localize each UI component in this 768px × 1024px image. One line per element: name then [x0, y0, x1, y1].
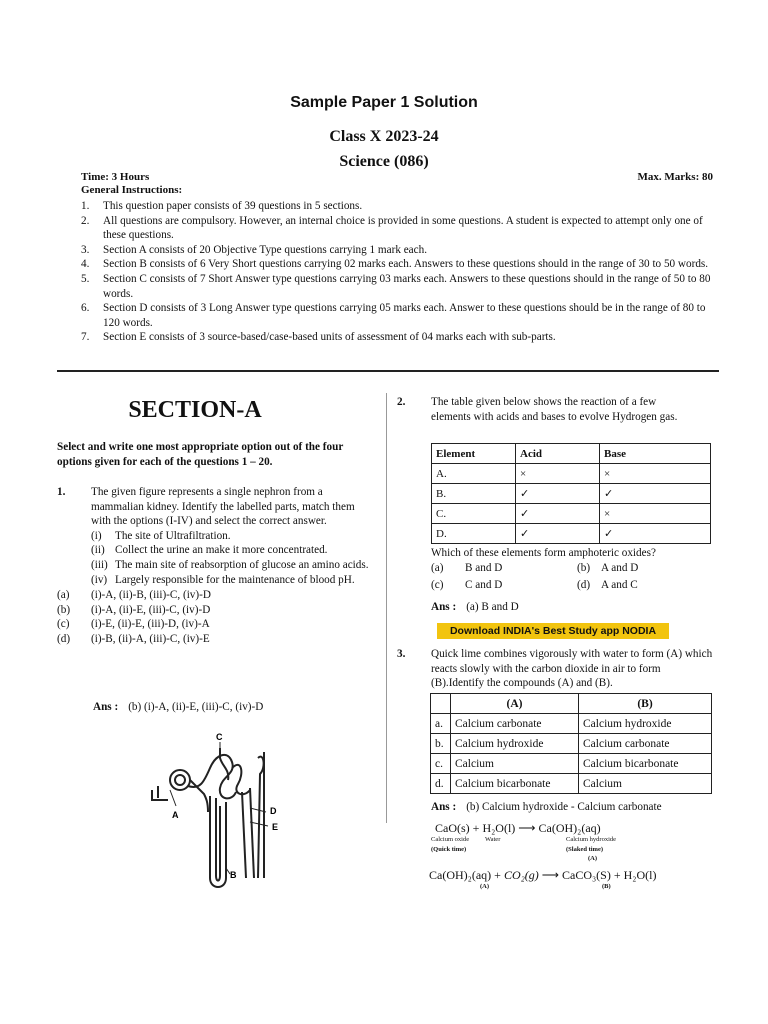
question-2: 2. The table given below shows the reaction of a few elements with acids and bases to evolve Hydrogen gas. — [397, 395, 717, 424]
question-3: 3. Quick lime combines vigorously with water to form (A) which reacts slowly with the carbon dioxide in air to form (B).Identify the compounds (A) and (B). — [397, 647, 717, 691]
question-2-text: The table given below shows the reaction of a few elements with acids and bases to evolve Hydrogen gas. — [431, 396, 678, 423]
table-row: c. Calcium Calcium bicarbonate — [431, 754, 712, 774]
instructions-list — [81, 199, 721, 345]
table-row: a. Calcium carbonate Calcium hydroxide — [431, 714, 712, 734]
table-row: B. ✓ ✓ — [432, 484, 711, 504]
table-row: C. ✓ × — [432, 504, 711, 524]
instructions-heading: General Instructions: — [81, 184, 183, 196]
figure-label-a: A — [172, 810, 179, 820]
figure-label-b: B — [230, 870, 237, 880]
instruction-item: 1. This question paper consists of 39 questions in 5 sections. — [81, 200, 363, 212]
instruction-item: 4. Section B consists of 6 Very Short questions carrying 02 marks each. Answers to these questions should in the range of 30 to 50 words. — [81, 258, 709, 271]
q1-item: (i) The site of Ultrafiltration. — [91, 529, 231, 542]
eq2-label-a: (A) — [480, 883, 490, 890]
q2-options: (a) B and D (b) A and D (c) C and D (d) A and C — [431, 562, 639, 591]
table-header: Acid — [516, 444, 600, 464]
reaction-arrow-icon: ⟶ — [541, 868, 559, 882]
instruction-item: 7. Section E consists of 3 source-based/case-based units of assessment of 04 marks each with sub-parts. — [81, 331, 556, 344]
section-a-title: SECTION-A — [128, 397, 262, 423]
question-3-text: Quick lime combines vigorously with water to form (A) which reacts slowly with the carbon dioxide in air to form (B).Identify the compounds (A) and (B). — [431, 648, 713, 690]
table-row: D. ✓ ✓ — [432, 524, 711, 544]
q1-option: (d) (i)-B, (ii)-A, (iii)-C, (iv)-E — [57, 632, 210, 645]
figure-label-c: C — [216, 732, 223, 742]
page-title: Sample Paper 1 Solution — [290, 94, 478, 111]
table-header — [431, 694, 451, 714]
instruction-item: 6. Section D consists of 3 Long Answer type questions carrying 05 marks each. Answer to these questions should be in the range of 80 to 120 words. — [81, 302, 706, 329]
eq1-label-2: Water — [485, 836, 501, 843]
table-row: A. × × — [432, 464, 711, 484]
instruction-item: 5. Section C consists of 7 Short Answer type questions carrying 03 marks each. Answers to these questions should in the range of 50 to 80 words. — [81, 272, 711, 300]
eq1-note-1: (Quick time) — [431, 846, 467, 853]
eq1-note-3: (A) — [588, 855, 598, 862]
q1-item: (iii) The main site of reabsorption of glucose an amino acids. — [91, 558, 369, 571]
column-divider — [386, 393, 387, 823]
question-1: 1. The given figure represents a single nephron from a mammalian kidney. Identify the labelled parts, match them with the options (I-IV) and select the correct answer. (i) The site of Ultrafiltration. (ii) Collect the urine an make it more concentrated. (iii) The main site of reabsorption of glucose an amino acids. (iv) Largely responsible for the maintenance of blood pH. (a) (i)-A, (ii)-B, (iii)-C, (iv)-D (b) (i)-A, (ii)-E, (iii)-C, (iv)-D (c) (i)-E, (ii)-E, (iii)-D, (iv)-A (d) (i)-B, (ii)-A, (iii)-C, (iv)-E — [57, 485, 377, 647]
question-1-text: The given figure represents a single nephron from a mammalian kidney. Identify the labelled parts, match them with the options (I-IV) and select the correct answer. — [91, 486, 355, 528]
class-line: Class X 2023-24 — [329, 128, 439, 145]
eq1-note-2: (Slaked time) — [566, 846, 604, 853]
app-download-banner[interactable]: Download INDIA's Best Study app NODIA — [437, 623, 669, 639]
eq2-label-b: (B) — [602, 883, 611, 890]
instruction-item: 3. Section A consists of 20 Objective Type questions carrying 1 mark each. — [81, 243, 427, 256]
time-label: Time: 3 Hours — [81, 171, 150, 183]
q2-answer: Ans : (a) B and D — [431, 601, 519, 613]
instruction-item: 2. All questions are compulsory. However, an internal choice is provided in some questions. A student is expected to attempt only one of these questions. — [81, 214, 703, 242]
equation-1: CaO(s) + H₂O(l) ⟶ Ca(OH)₂(aq) — [435, 821, 601, 835]
section-a-instruction: Select and write one most appropriate option out of the four options given for each of the questions 1 – 20. — [57, 441, 344, 468]
q3-table — [430, 693, 712, 794]
figure-label-e: E — [272, 822, 279, 832]
q2-table — [431, 443, 711, 544]
nephron-figure — [140, 728, 300, 900]
reaction-arrow-icon: ⟶ — [518, 821, 536, 835]
q1-option: (b) (i)-A, (ii)-E, (iii)-C, (iv)-D — [57, 603, 211, 616]
q2-question: Which of these elements form amphoteric oxides? — [431, 547, 656, 559]
eq1-label-3: Calcium hydroxide — [566, 836, 617, 843]
table-row: b. Calcium hydroxide Calcium carbonate — [431, 734, 712, 754]
table-header: (A) — [451, 694, 579, 714]
q1-option: (c) (i)-E, (ii)-E, (iii)-D, (iv)-A — [57, 618, 210, 631]
q1-option: (a) (i)-A, (ii)-B, (iii)-C, (iv)-D — [57, 589, 211, 602]
subject-line: Science (086) — [339, 153, 429, 170]
table-header: Element — [432, 444, 516, 464]
table-header: Base — [600, 444, 711, 464]
q1-item: (ii) Collect the urine an make it more concentrated. — [91, 544, 328, 557]
eq1-label-1: Calcium oxide — [431, 836, 470, 843]
header-rule — [57, 370, 719, 372]
table-header: (B) — [579, 694, 712, 714]
equation-2: Ca(OH)₂(aq) + CO₂(g) ⟶ CaCO₃(S) + H₂O(l) — [429, 868, 657, 882]
q3-answer: Ans : (b) Calcium hydroxide - Calcium carbonate — [431, 801, 662, 813]
q1-answer: Ans : (b) (i)-A, (ii)-E, (iii)-C, (iv)-D — [93, 701, 264, 713]
table-row: d. Calcium bicarbonate Calcium — [431, 774, 712, 794]
max-marks-label: Max. Marks: 80 — [637, 171, 713, 183]
figure-label-d: D — [270, 806, 277, 816]
q1-item: (iv) Largely responsible for the maintenance of blood pH. — [91, 573, 355, 586]
